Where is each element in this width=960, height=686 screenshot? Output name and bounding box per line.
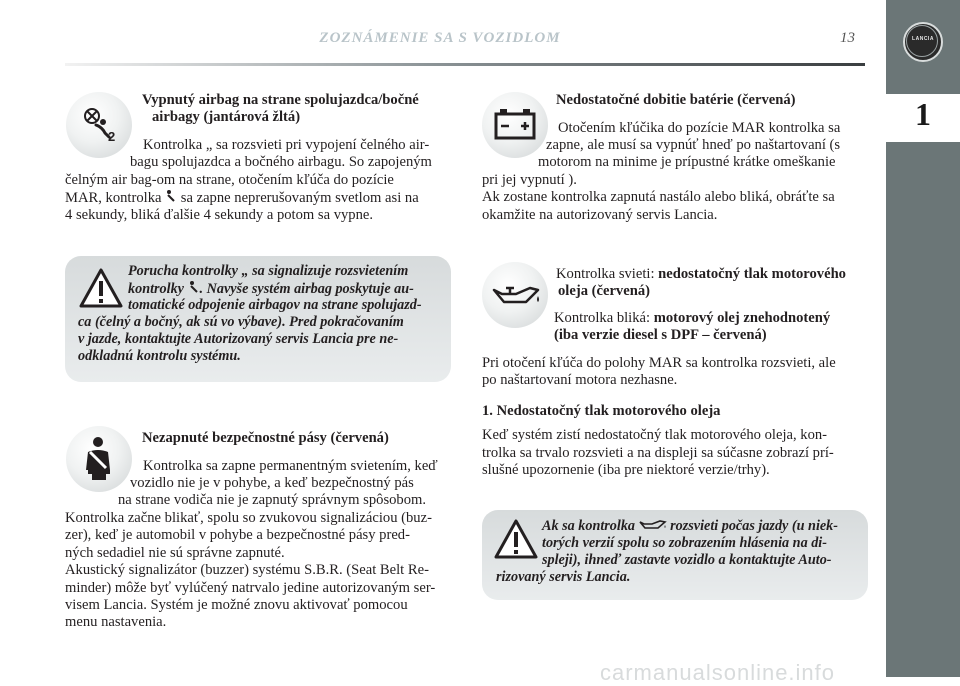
seatbelt-line: Kontrolka sa zapne permanentným svietením, keď — [143, 458, 438, 474]
airbag-warning-part: . Navyše systém airbag poskytuje au- — [199, 281, 414, 297]
airbag-warning-part: kontrolky — [128, 281, 188, 297]
oil-can-icon-badge — [482, 262, 548, 328]
airbag-warning-line: ca (čelný a bočný, ak sú vo výbave). Pred pokračovaním — [78, 314, 404, 330]
oil-svieti-prefix: Kontrolka svieti: — [556, 266, 659, 282]
airbag-small-icon — [165, 189, 177, 202]
battery-line: Ak zostane kontrolka zapnutá nastálo alebo bliká, obráťte sa — [482, 189, 835, 205]
battery-line: motorom na minime je prípustné krátke omeškanie — [538, 154, 836, 170]
oil-line: po naštartovaní motora nezhasne. — [482, 372, 678, 388]
oil-warning-line: spleji), ihneď zastavte vozidlo a kontaktujte Auto- — [542, 552, 832, 568]
page-number: 13 — [840, 30, 855, 46]
seatbelt-icon — [66, 426, 132, 492]
airbag-warning-line — [128, 280, 438, 298]
airbag-line-part: sa zapne neprerušovaným svetlom asi na — [177, 190, 419, 206]
oil-blika-bold-2: (iba verzie diesel s DPF – červená) — [554, 327, 767, 343]
seatbelt-line: visem Lancia. Systém je možné znovu aktivovať pomocou — [65, 597, 408, 613]
oil-svieti-line — [556, 266, 846, 283]
header-rule — [65, 63, 865, 66]
airbag-line: 4 sekundy, bliká ďalšie 4 sekundy a potom sa vypne. — [65, 207, 374, 223]
oil-warning-line: rizovaný servis Lancia. — [496, 569, 631, 585]
seatbelt-icon-badge — [66, 426, 132, 492]
battery-title: Nedostatočné dobitie batérie (červená) — [556, 92, 796, 108]
oil-line: Keď systém zistí nedostatočný tlak motorového oleja, kon- — [482, 427, 828, 443]
chapter-number: 1 — [915, 96, 931, 132]
oil-warning-line — [542, 518, 858, 535]
airbag-warning-line: v jazde, kontaktujte Autorizovaný servis Lancia pre ne- — [78, 331, 399, 347]
seatbelt-line: ných sedadiel nie sú správne zapnuté. — [65, 545, 285, 561]
seatbelt-line: na strane vodiča nie je zapnutý správnym spôsobom. — [118, 492, 427, 508]
battery-line: pri jej vypnutí ). — [482, 172, 577, 188]
battery-line: Otočením kľúčika do pozície MAR kontrolka sa — [558, 120, 841, 136]
oil-warning-part: rozsvieti počas jazdy (u niek- — [666, 518, 838, 534]
logo-text: LANCIA — [912, 36, 934, 42]
seatbelt-title: Nezapnuté bezpečnostné pásy (červená) — [142, 430, 389, 446]
oil-line: trolka sa trvalo rozsvieti a na displeji sa súčasne zobrazí prí- — [482, 445, 834, 461]
airbag-title-1: Vypnutý airbag na strane spolujazdca/bočné — [142, 92, 419, 108]
airbag-warning-line: Porucha kontrolky „ sa signalizuje rozsvietením — [128, 263, 409, 279]
airbag-line: čelným air bag-om na strane, otočením kľúča do pozície — [65, 172, 394, 188]
airbag-title-2: airbagy (jantárová žltá) — [152, 109, 301, 125]
seatbelt-line: Akustický signalizátor (buzzer) systému S.B.R. (Seat Belt Re- — [65, 562, 429, 578]
airbag-warning-line: odkladnú kontrolu systému. — [78, 348, 241, 364]
airbag-line-part: MAR, kontrolka — [65, 190, 166, 206]
airbag-line: bagu spolujazdca a bočného airbagu. So zapojeným — [130, 154, 432, 170]
oil-warning-line: torých verzií spolu so zobrazením hlásenia na di- — [542, 535, 827, 551]
seatbelt-line: vozidlo nie je v pohybe, a keď bezpečnostný pás — [130, 475, 414, 491]
oil-warning-part: Ak sa kontrolka — [542, 518, 639, 534]
oil-blika-line — [554, 310, 830, 327]
airbag-off-icon — [66, 92, 132, 158]
oil-subheading: 1. Nedostatočný tlak motorového oleja — [482, 403, 721, 419]
battery-icon-badge — [482, 92, 548, 158]
oil-svieti-bold-2: oleja (červená) — [558, 283, 650, 299]
battery-line: zapne, ale musí sa vypnúť hneď po naštartovaní (s — [546, 137, 841, 153]
airbag-line: Kontrolka „ sa rozsvieti pri vypojení čelného air- — [143, 137, 430, 153]
seatbelt-line: zer), keď je automobil v pohybe a bezpečnostné pásy pred- — [65, 527, 410, 543]
oil-can-icon — [482, 262, 548, 328]
page-title: ZOZNÁMENIE SA S VOZIDLOM — [319, 30, 561, 46]
oil-can-small-icon — [639, 518, 667, 530]
oil-line: slušné upozornenie (iba pre niektoré verzie/trhy). — [482, 462, 770, 478]
seatbelt-line: Kontrolka začne blikať, spolu so zvukovou signalizáciou (buz- — [65, 510, 432, 526]
warning-triangle-icon — [493, 517, 539, 563]
oil-blika-prefix: Kontrolka bliká: — [554, 310, 654, 326]
airbag-off-icon-badge — [66, 92, 132, 158]
airbag-small-icon — [188, 280, 200, 293]
oil-blika-bold: motorový olej znehodnotený — [653, 310, 831, 326]
warning-triangle-icon — [78, 266, 124, 312]
battery-icon — [482, 92, 548, 158]
airbag-warning-line: tomatické odpojenie airbagov na strane spolujazd- — [128, 297, 422, 313]
seatbelt-line: minder) môže byť vylúčený natrvalo jedine autorizovaným ser- — [65, 580, 436, 596]
watermark: carmanualsonline.info — [600, 660, 836, 685]
airbag-line — [65, 189, 451, 207]
svg-text:2: 2 — [108, 129, 116, 144]
oil-line: Pri otočení kľúča do polohy MAR sa kontrolka rozsvieti, ale — [482, 355, 836, 371]
oil-svieti-bold: nedostatočný tlak motorového — [658, 266, 846, 282]
seatbelt-line: menu nastavenia. — [65, 614, 167, 630]
battery-line: okamžite na autorizovaný servis Lancia. — [482, 207, 718, 223]
